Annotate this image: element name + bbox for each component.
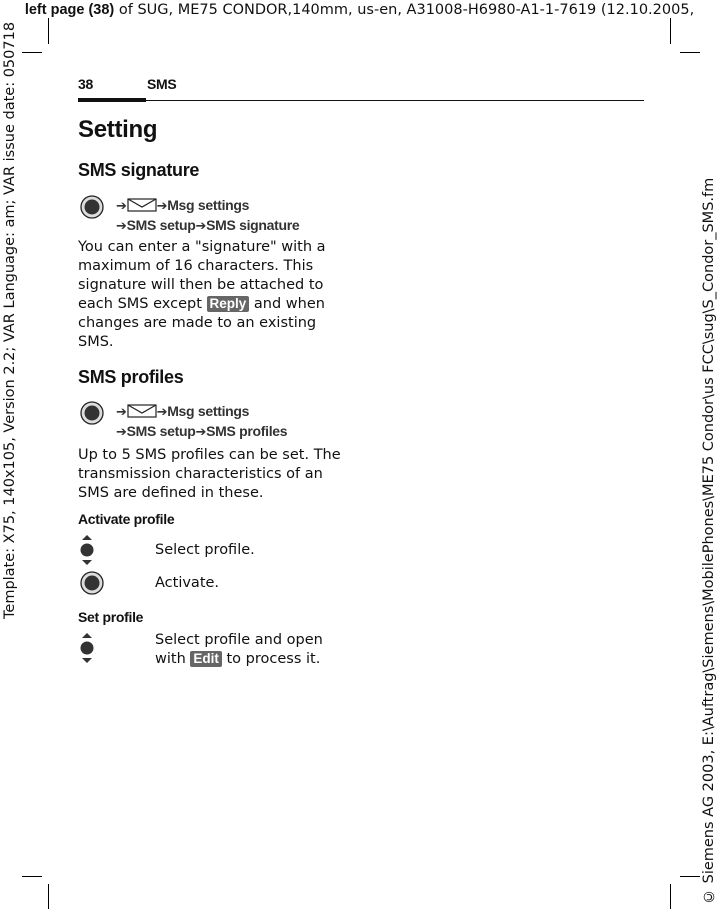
header-rule	[146, 100, 644, 101]
heading-activate-profile: Activate profile	[78, 511, 175, 527]
path-msg-settings: Msg settings	[167, 403, 250, 419]
crop-mark	[670, 18, 671, 44]
heading-sms-signature: SMS signature	[78, 160, 200, 180]
signature-text: You can enter a "signature" with a maximum of 16 characters. This signature will then be attached to each SMS except Reply and when changes are made to an existing SMS.	[78, 239, 326, 350]
print-info-right: © Siemens AG 2003, E:\Auftrag\Siemens\MobilePhones\ME75 Condor\us FCC\sug\S_Condor_SMS.fm	[701, 177, 717, 904]
page-title: Setting	[78, 116, 158, 143]
softkey-edit: Edit	[190, 651, 222, 667]
crop-mark	[670, 884, 671, 909]
heading-sms-profiles: SMS profiles	[78, 367, 184, 387]
envelope-icon	[127, 198, 157, 212]
activate-step-select: Select profile.	[155, 542, 255, 558]
crop-mark	[22, 876, 42, 877]
path-sms-setup: SMS setup	[126, 423, 196, 439]
crop-mark	[680, 876, 700, 877]
header-rule-thick	[78, 98, 146, 102]
crop-mark	[48, 884, 49, 909]
path-sms-setup: SMS setup	[126, 217, 196, 233]
section-header: SMS	[147, 76, 177, 92]
print-info-left: Template: X75, 140x105, Version 2.2; VAR Language: am; VAR issue date: 050718	[2, 22, 18, 620]
softkey-reply: Reply	[207, 296, 250, 312]
heading-set-profile: Set profile	[78, 609, 144, 625]
crop-mark	[22, 52, 42, 53]
activate-step-activate: Activate.	[155, 575, 220, 591]
crop-mark	[680, 52, 700, 53]
control-key-icon	[80, 195, 104, 219]
navigation-up-down-icon	[80, 633, 94, 663]
page-number: 38	[78, 76, 93, 92]
menu-path: ➔ ➔Msg settings ➔SMS setup➔SMS profiles	[116, 403, 288, 440]
control-key-icon	[80, 571, 104, 595]
path-msg-settings: Msg settings	[167, 197, 250, 213]
crop-mark	[48, 18, 49, 44]
navigation-up-down-icon	[80, 535, 94, 565]
envelope-icon	[127, 404, 157, 418]
print-info-top: left page (38) of SUG, ME75 CONDOR,140mm, us-en, A31008-H6980-A1-1-7619 (12.10.2005,	[24, 2, 695, 18]
menu-path: ➔ ➔Msg settings ➔SMS setup➔SMS signature	[116, 197, 300, 234]
control-key-icon	[80, 401, 104, 425]
path-sms-signature: SMS signature	[206, 217, 300, 233]
path-sms-profiles: SMS profiles	[206, 423, 288, 439]
set-profile-step: Select profile and open with Edit to process it.	[155, 632, 323, 667]
profiles-text: Up to 5 SMS profiles can be set. The transmission characteristics of an SMS are defined in these.	[78, 447, 341, 501]
